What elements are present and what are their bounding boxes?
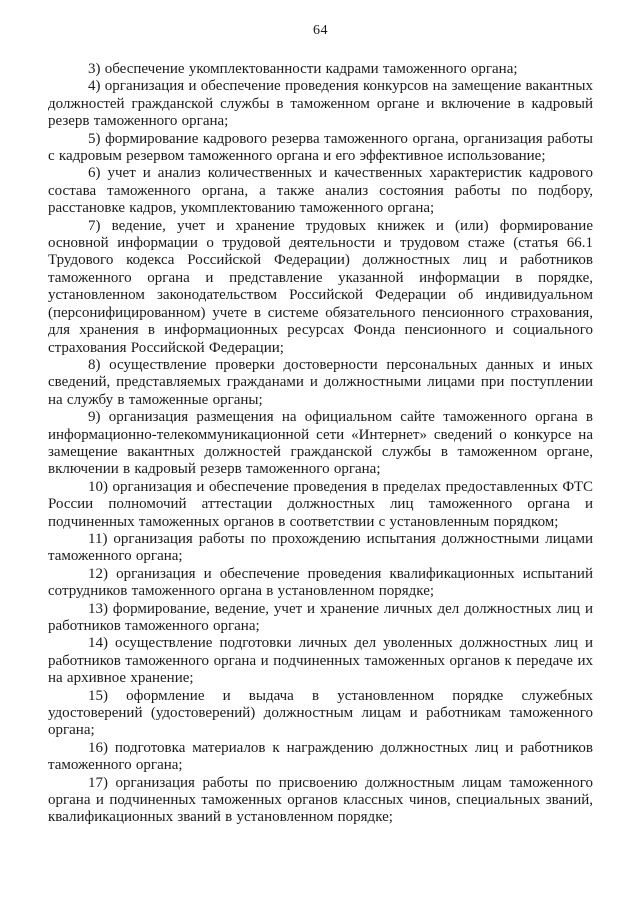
paragraph: 8) осуществление проверки достоверности персональных данных и иных сведений, представляемых гражданами и должностными лицами при поступлении на службу в таможенные органы;: [48, 356, 593, 408]
paragraph: 17) организация работы по присвоению должностным лицам таможенного органа и подчиненных таможенных органов классных чинов, специальных званий, квалификационных званий в установленном порядке;: [48, 774, 593, 826]
document-body: [48, 61, 593, 827]
page-number: 64: [313, 23, 328, 38]
paragraph: 14) осуществление подготовки личных дел уволенных должностных лиц и работников таможенного органа и подчиненных таможенных органов к передаче их на архивное хранение;: [48, 635, 593, 687]
paragraph: 13) формирование, ведение, учет и хранение личных дел должностных лиц и работников таможенного органа;: [48, 600, 593, 634]
paragraph: 9) организация размещения на официальном сайте таможенного органа в информационно-телекоммуникационной сети «Интернет» сведений о конкурсе на замещение вакантных должностей гражданской службы в таможенном органе, включении в кадровый резерв таможенного органа;: [48, 409, 593, 478]
paragraph: 16) подготовка материалов к награждению должностных лиц и работников таможенного органа;: [48, 739, 593, 774]
paragraph: 12) организация и обеспечение проведения квалификационных испытаний сотрудников таможенного органа в установленном порядке;: [48, 565, 593, 600]
paragraph: 10) организация и обеспечение проведения в пределах предоставленных ФТС России полномочий аттестации должностных лиц таможенного органа и подчиненных таможенных органов в соответствии с установленным порядком;: [48, 478, 593, 530]
paragraph: 15) оформление и выдача в установленном порядке служебных удостоверений (удостоверений) должностным лицам и работникам таможенного органа;: [48, 687, 593, 739]
paragraph: 4) организация и обеспечение проведения конкурсов на замещение вакантных должностей гражданской службы в таможенном органе и включение в кадровый резерв таможенного органа;: [48, 78, 593, 130]
paragraph: 3) обеспечение укомплектованности кадрами таможенного органа;: [88, 61, 518, 77]
paragraph: 7) ведение, учет и хранение трудовых книжек и (или) формирование основной информации о трудовой деятельности и трудовом стаже (статья 66.1 Трудового кодекса Российской Федерации) должностных лиц и работников таможенного органа и представление указанной информации в порядке, установленном законодательством Российской Федерации об индивидуальном (персонифицированном) учете в системе обязательного пенсионного страхования, для хранения в информационных ресурсах Фонда пенсионного и социального страхования Российской Федерации;: [48, 217, 593, 356]
paragraph: 5) формирование кадрового резерва таможенного органа, организация работы с кадровым резервом таможенного органа и его эффективное использование;: [48, 130, 593, 165]
paragraph: 6) учет и анализ количественных и качественных характеристик кадрового состава таможенного органа, а также анализ состояния работы по подбору, расстановке кадров, укомплектованию таможенного органа;: [48, 165, 593, 217]
paragraph: 11) организация работы по прохождению испытания должностными лицами таможенного органа;: [48, 530, 593, 565]
